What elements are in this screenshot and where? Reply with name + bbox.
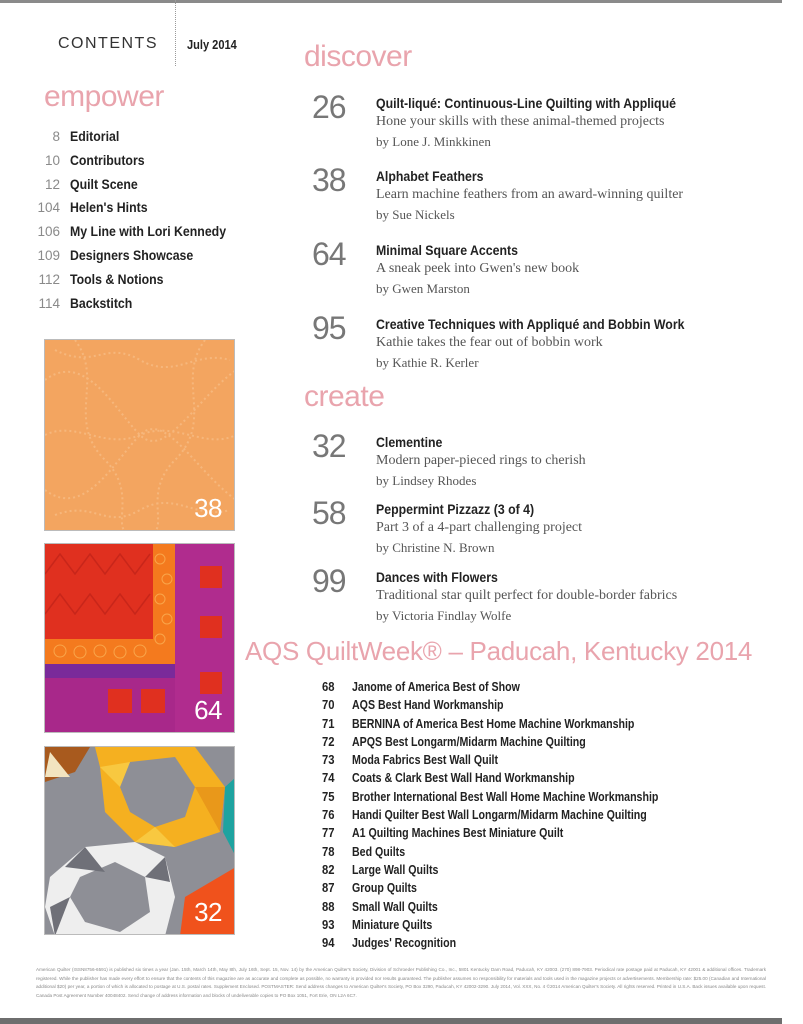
feature-page-number: 95	[312, 310, 346, 346]
item-title: Designers Showcase	[70, 246, 194, 263]
thumbnail-page-label: 64	[194, 695, 222, 725]
page-number: 78	[322, 844, 335, 859]
feature-title: Minimal Square Accents	[376, 242, 518, 258]
feature-description: A sneak peek into Gwen's new book	[376, 261, 580, 276]
empower-item-helens-hints[interactable]	[30, 199, 270, 223]
aqs-item[interactable]	[322, 863, 712, 881]
item-title: Quilt Scene	[70, 175, 138, 192]
page-number: 82	[322, 862, 335, 877]
thumbnail-page-label: 38	[194, 493, 222, 523]
page-number: 74	[322, 771, 335, 786]
feature-byline: by Sue Nickels	[376, 207, 455, 222]
item-title: Brother International Best Wall Home Machine Workmanship	[352, 789, 659, 804]
publication-fineprint: American Quilter (ISSN8756-6591) is published six times a year (Jan. 15th, March 14th, May 8th, July 16th, Sept. 15, Nov. 14) by the American Quilter's Society, Division of Schroeder Publishing Co., Inc., 5801 Kentucky Dam Road, Paducah, KY 42003. (270) 898-7903. Periodical rate postage paid at Paducah, KY 42001 & additional offices. Trademark registered. While the publisher has made every effort to ensure that the contents of this magazine are as accurate and complete as possible, no warranty is provided nor results guaranteed. The publisher assumes no responsibility for materials and tools used in the magazine projects or advertisements. Membership rate: $25.00 (Canadian and International additional $20) per year, a portion of which is allocated to postage at U.S. postal rates. Supplement Enclosed. POSTMASTER: Send address changes to American Quilter's Society, PO Box 3290, Paducah, KY 42002-3290. July 2014, Vol. XXX, No. 4 ©2014 American Quilter's Society. All rights reserved. Printed in U.S.A. Back issues available upon request. Canada Post Agreement Number 40048402. Send change of address information and blocks of undeliverable copies to PO Box 1051, Fort Erie, ON L2A 6C7.	[36, 967, 766, 998]
item-title: Helen's Hints	[70, 199, 148, 216]
page-number: 68	[322, 680, 335, 694]
item-title: Editorial	[70, 128, 120, 144]
item-title: Bed Quilts	[352, 844, 406, 859]
thumbnail-64-squares[interactable]	[44, 543, 235, 733]
issue-date: July 2014	[187, 37, 237, 52]
page-number: 104	[37, 200, 60, 216]
feature-byline: by Kathie R. Kerler	[376, 355, 479, 370]
item-title: Large Wall Quilts	[352, 862, 439, 877]
feature-description: Modern paper-pieced rings to cherish	[376, 453, 586, 468]
empower-heading: empower	[44, 80, 164, 113]
aqs-item[interactable]	[322, 900, 712, 918]
aqs-item[interactable]	[322, 698, 712, 716]
page-number: 75	[322, 789, 335, 804]
item-title: AQS Best Hand Workmanship	[352, 698, 504, 713]
aqs-item[interactable]	[322, 936, 712, 954]
item-title: Group Quilts	[352, 881, 417, 896]
feature-peppermint-pizzazz[interactable]	[312, 495, 583, 558]
item-title: Small Wall Quilts	[352, 899, 438, 914]
feature-page-number: 99	[312, 563, 346, 599]
empower-item-tools-notions[interactable]	[30, 271, 270, 295]
page-number: 71	[322, 716, 335, 731]
feature-minimal-square-accents[interactable]	[312, 236, 580, 299]
feature-byline: by Lindsey Rhodes	[376, 473, 477, 488]
aqs-item[interactable]	[322, 717, 712, 735]
aqs-quiltweek-heading: AQS QuiltWeek® – Paducah, Kentucky 2014	[245, 636, 753, 666]
aqs-winners-list	[322, 680, 712, 954]
page-number: 8	[52, 129, 60, 144]
feature-title: Dances with Flowers	[376, 569, 498, 585]
feature-byline: by Victoria Findlay Wolfe	[376, 608, 512, 623]
empower-item-editorial[interactable]	[30, 128, 270, 152]
feature-page-number: 58	[312, 495, 346, 531]
item-title: BERNINA of America Best Home Machine Workmanship	[352, 716, 635, 731]
feature-page-number: 32	[312, 428, 346, 464]
page-number: 12	[44, 176, 60, 192]
discover-heading: discover	[304, 40, 412, 73]
aqs-item[interactable]	[322, 790, 712, 808]
item-title: A1 Quilting Machines Best Miniature Quilt	[352, 826, 564, 841]
create-heading: create	[304, 380, 385, 413]
aqs-item[interactable]	[322, 735, 712, 753]
item-title: My Line with Lori Kennedy	[70, 223, 227, 240]
feature-alphabet-feathers[interactable]	[312, 162, 684, 225]
feature-description: Part 3 of a 4-part challenging project	[376, 520, 583, 535]
aqs-item[interactable]	[322, 826, 712, 844]
masthead-divider	[175, 0, 176, 66]
empower-item-contributors[interactable]	[30, 152, 270, 176]
empower-item-quilt-scene[interactable]	[30, 176, 270, 200]
item-title: Backstitch	[70, 294, 133, 311]
contents-label: CONTENTS	[58, 35, 158, 52]
feature-description: Learn machine feathers from an award-winning quilter	[376, 187, 684, 202]
feature-description: Hone your skills with these animal-themed projects	[376, 114, 665, 129]
empower-list	[30, 128, 270, 318]
aqs-item[interactable]	[322, 753, 712, 771]
page-number: 77	[322, 826, 335, 841]
page-number: 109	[37, 247, 60, 263]
item-title: Tools & Notions	[70, 270, 164, 287]
page-number: 106	[37, 224, 60, 240]
aqs-item[interactable]	[322, 771, 712, 789]
page-number: 114	[38, 295, 60, 311]
page-number: 93	[322, 917, 335, 932]
empower-item-my-line[interactable]	[30, 223, 270, 247]
page-number: 88	[322, 899, 335, 914]
page-number: 112	[38, 271, 60, 287]
empower-item-designers-showcase[interactable]	[30, 247, 270, 271]
feature-description: Traditional star quilt perfect for double-border fabrics	[376, 588, 678, 603]
feature-quilt-lique[interactable]	[312, 89, 717, 152]
feature-title: Clementine	[376, 434, 443, 450]
feature-byline: by Lone J. Minkkinen	[376, 134, 491, 149]
aqs-item[interactable]	[322, 918, 712, 936]
item-title: Miniature Quilts	[352, 917, 433, 932]
feature-dances-with-flowers[interactable]	[312, 563, 678, 626]
aqs-item[interactable]	[322, 808, 712, 826]
page-number: 72	[322, 734, 335, 749]
page-number: 76	[322, 808, 335, 823]
item-title: Judges' Recognition	[352, 936, 457, 951]
thumbnail-32-clementine[interactable]	[44, 746, 235, 935]
feature-clementine[interactable]	[312, 428, 586, 491]
aqs-item[interactable]	[322, 881, 712, 899]
feature-title: Peppermint Pizzazz (3 of 4)	[376, 501, 535, 517]
page-top-border	[0, 0, 782, 3]
aqs-item[interactable]	[322, 845, 712, 863]
feature-page-number: 38	[312, 162, 346, 198]
page-number: 94	[322, 936, 335, 951]
page-number: 10	[44, 152, 60, 168]
item-title: Contributors	[70, 151, 145, 168]
feature-creative-techniques[interactable]	[312, 310, 727, 373]
feature-title: Alphabet Feathers	[376, 168, 484, 184]
item-title: Moda Fabrics Best Wall Quilt	[352, 753, 499, 768]
feature-page-number: 64	[312, 236, 346, 272]
item-title: Coats & Clark Best Wall Hand Workmanship	[352, 771, 575, 786]
page-number: 70	[322, 698, 335, 713]
item-title: Janome of America Best of Show	[352, 680, 520, 694]
page-number: 87	[322, 881, 335, 896]
aqs-item[interactable]	[322, 680, 712, 698]
feature-title: Quilt-liqué: Continuous-Line Quilting with Appliqué	[376, 95, 676, 111]
feature-byline: by Christine N. Brown	[376, 540, 495, 555]
empower-item-backstitch[interactable]	[30, 295, 270, 319]
thumbnail-page-label: 32	[194, 897, 222, 927]
page-number: 73	[322, 753, 335, 768]
feature-title: Creative Techniques with Appliqué and Bobbin Work	[376, 316, 685, 332]
item-title: APQS Best Longarm/Midarm Machine Quilting	[352, 734, 586, 749]
feature-byline: by Gwen Marston	[376, 281, 470, 296]
thumbnail-38-feathers[interactable]	[44, 339, 235, 531]
feature-page-number: 26	[312, 89, 346, 125]
item-title: Handi Quilter Best Wall Longarm/Midarm Machine Quilting	[352, 808, 647, 823]
page-bottom-border	[0, 1018, 782, 1024]
feature-description: Kathie takes the fear out of bobbin work	[376, 335, 603, 350]
